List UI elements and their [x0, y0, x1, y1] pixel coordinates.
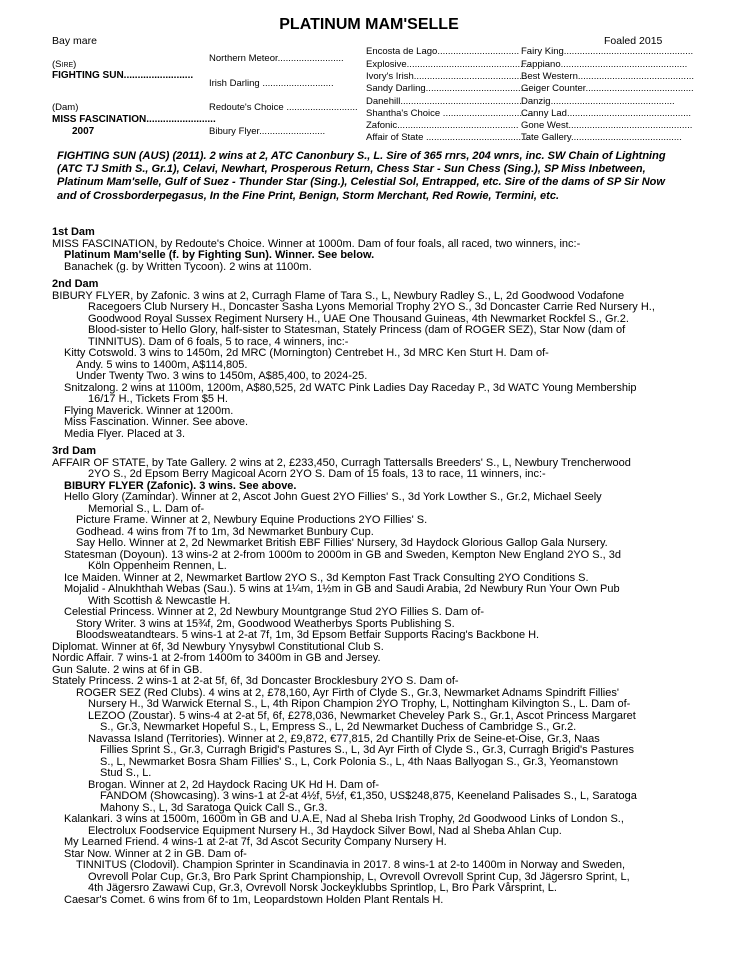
gp-4: Bibury Flyer.........................	[209, 126, 326, 137]
section-heading: 2nd Dam	[52, 278, 99, 290]
progeny-line: Godhead. 4 wins from 7f to 1m, 3d Newmarket Bunbury Cup.	[76, 525, 374, 538]
section-heading: 1st Dam	[52, 226, 95, 238]
progeny-line: Stud S., L.	[100, 767, 152, 779]
gp-1: Northern Meteor.........................	[209, 53, 344, 64]
progeny-line: Gun Salute. 2 wins at 6f in GB.	[52, 663, 203, 676]
progeny-line: Brogan. Winner at 2, 2d Haydock Racing UK Hd H. Dam of-	[88, 778, 380, 791]
gggp-1: Fairy King.................................................	[521, 46, 694, 57]
gggp-4: Geiger Counter.........................................	[521, 83, 694, 94]
progeny-line: Fillies Sprint S., Gr.3, Curragh Brigid's Pastures S., L, 3d Ayr Firth of Clyde S., Gr.3, Curragh Brigid's Pastures	[100, 744, 635, 756]
ggp-3: Ivory's Irish...........................................	[366, 71, 528, 82]
dam-line: AFFAIR OF STATE, by Tate Gallery. 2 wins at 2, £233,450, Curragh Tattersalls Breeders' S., L, Newbury Trencherwood	[52, 456, 631, 469]
sire-summary: FIGHTING SUN (AUS) (2011). 2 wins at 2, ATC Canonbury S., L. Sire of 365 rnrs, 204 wnrs, inc. SW Chain of Lightning (ATC TJ Smith S., Gr.1), Celavi, Newhart, Prosperous Return, Chess Star - Sun Chess (Sing.), SP Miss Inbetween, Platinum Mam'selle, Gulf of Suez - Thunder Star (Sing.), Celestial Sol, Entrapped, etc. Sire of the dams of SP Sir Now and of Crossborderpegasus, In the Fine Print, Benign, Storm Merchant, Red Rowie, Termini, etc.	[57, 150, 666, 202]
progeny-line: Mahony S., L, 3d Saratoga Quick Call S., Gr.3.	[100, 801, 328, 814]
progeny-line: Kalankari. 3 wins at 1500m, 1600m in GB and U.A.E, Nad al Sheba Irish Trophy, 2d Goodwood Links of London S.,	[64, 813, 624, 825]
progeny-line: Köln Oppenheim Rennen, L.	[88, 560, 227, 572]
progeny-line: Under Twenty Two. 3 wins to 1450m, A$85,400, to 2024-25.	[76, 370, 368, 382]
progeny-line: Star Now. Winner at 2 in GB. Dam of-	[64, 847, 247, 860]
sire-label: (Sire)	[52, 59, 77, 70]
dam-line: Goodwood Royal Sussex Regiment Nursery H., UAE One Thousand Guineas, 4th Newmarket Rockfel S., Gr.2.	[88, 312, 629, 325]
progeny-line: 4th Jägersro Zawawi Cup, Gr.3, Ovrevoll Norsk Jockeyklubbs Sprintlop, L, Bro Park Vårsprint, L.	[88, 882, 557, 894]
gggp-8: Tate Gallery..........................................	[521, 132, 682, 143]
progeny-line: Say Hello. Winner at 2, 2d Newmarket British EBF Fillies' Nursery, 3d Haydock Glorious Gallop Gala Nursery.	[76, 537, 608, 549]
progeny-line: Mojalid - Alnukhthah Webas (Sau.). 5 wins at 1¼m, 1½m in GB and Saudi Arabia, 2d Newbury Run Your Own Pub	[64, 583, 620, 595]
dam-line: 2YO S., 2d Epsom Berry Magicoal Acorn 2YO S. Dam of 15 foals, 13 to race, 11 winners, inc:-	[88, 468, 546, 480]
ggp-2: Explosive...............................................	[366, 59, 531, 70]
progeny-line: FANDOM (Showcasing). 3 wins-1 at 2-at 4½f, 5½f, €1,350, US$248,875, Keeneland Palisades S., L, Saratoga	[100, 790, 637, 802]
progeny-line: Electrolux Foodservice Equipment Nursery H., 3d Haydock Silver Bowl, Nad al Sheba Ahlan Cup.	[88, 824, 562, 837]
dam-name: MISS FASCINATION.........................	[52, 114, 216, 125]
progeny-line: S., L, Newmarket Bosra Sham Fillies' S., L, Cork Polonia S., L, 4th Naas Ballyogan S., Gr.3, Yeomanstown	[100, 755, 619, 768]
progeny-line: Ovrevoll Polar Cup, Gr.3, Bro Park Sprint Championship, L, Ovrevoll Ovrevoll Sprint Cup, 3d Jägersro Sprint, L,	[88, 870, 630, 883]
gggp-6: Canny Lad...............................................	[521, 108, 692, 119]
dam-line: TINNITUS). Dam of 6 foals, 5 to race, 4 winners, inc:-	[88, 335, 349, 348]
dam-line: Racegoers Club Nursery H., Doncaster Sasha Lyons Memorial Trophy 2YO S., 3d Doncaster Carrie Red Nursery H.,	[88, 301, 655, 313]
progeny-line: Navassa Island (Territories). Winner at 2, £9,872, €77,815, 2d Chantilly Prix de Seine-et-Oise, Gr.3, Naas	[88, 732, 600, 745]
progeny-line: Nordic Affair. 7 wins-1 at 2-from 1400m to 3400m in GB and Jersey.	[52, 652, 381, 664]
progeny-line: BIBURY FLYER (Zafonic). 3 wins. See above.	[64, 479, 297, 492]
progeny-line: Andy. 5 wins to 1400m, A$114,805.	[76, 358, 248, 371]
progeny-line: Picture Frame. Winner at 2, Newbury Equine Productions 2YO Fillies' S.	[76, 514, 428, 526]
dam-year: 2007	[72, 126, 95, 137]
progeny-line: LEZOO (Zoustar). 5 wins-4 at 2-at 5f, 6f, £278,036, Newmarket Cheveley Park S., Gr.1, Ascot Princess Margaret	[88, 709, 636, 722]
progeny-line: Caesar's Comet. 6 wins from 6f to 1m, Leopardstown Holden Plant Rentals H.	[64, 893, 444, 906]
progeny-line: TINNITUS (Clodovil). Champion Sprinter in Scandinavia in 2017. 8 wins-1 at 2-to 1400m in Norway and Sweden,	[76, 859, 626, 871]
gggp-7: Gone West...............................................	[521, 120, 693, 131]
progeny-line: 16/17 H., Tickets From $5 H.	[88, 393, 228, 405]
gp-2: Irish Darling ...........................	[209, 78, 334, 89]
progeny-line: Platinum Mam'selle (f. by Fighting Sun). Winner. See below.	[64, 249, 375, 261]
progeny-line: Ice Maiden. Winner at 2, Newmarket Bartlow 2YO S., 3d Kempton Fast Track Consulting 2YO Conditions S.	[64, 571, 589, 584]
progeny-line: Media Flyer. Placed at 3.	[64, 427, 186, 440]
progeny-line: With Scottish & Newcastle H.	[88, 594, 231, 607]
progeny-line: Kitty Cotswold. 3 wins to 1450m, 2d MRC (Mornington) Centrebet H., 3d MRC Ken Sturt H. Dam of-	[64, 347, 549, 359]
ggp-5: Danehill..............................................	[366, 96, 522, 107]
progeny-line: Memorial S., L. Dam of-	[88, 502, 205, 515]
section-heading: 3rd Dam	[52, 445, 97, 457]
progeny-line: Stately Princess. 2 wins-1 at 2-at 5f, 6f, 3d Doncaster Brocklesbury 2YO S. Dam of-	[52, 675, 459, 687]
foaled-year: Foaled 2015	[604, 35, 663, 47]
progeny-line: ROGER SEZ (Red Clubs). 4 wins at 2, £78,160, Ayr Firth of Clyde S., Gr.3, Newmarket Adnams Spindrift Fillies'	[76, 686, 619, 699]
ggp-8: Affair of State .......................................	[366, 132, 529, 143]
progeny-line: Story Writer. 3 wins at 15¾f, 2m, Goodwood Weatherbys Sports Publishing S.	[76, 617, 455, 630]
gp-3: Redoute's Choice ...........................	[209, 102, 358, 113]
dam-line: MISS FASCINATION, by Redoute's Choice. Winner at 1000m. Dam of four foals, all raced, two winners, inc:-	[52, 237, 581, 250]
ggp-1: Encosta de Lago...............................	[366, 46, 520, 57]
ggp-6: Shantha's Choice ..................................	[366, 108, 533, 119]
dam-line: BIBURY FLYER, by Zafonic. 3 wins at 2, Curragh Flame of Tara S., L, Newbury Radley S., L, 2d Goodwood Vodafone	[52, 289, 625, 302]
sire-name: FIGHTING SUN.........................	[52, 70, 194, 81]
progeny-line: Diplomat. Winner at 6f, 3d Newbury Ynysybwl Constitutional Club S.	[52, 640, 384, 653]
dam-sections	[52, 227, 692, 906]
progeny-line: Flying Maverick. Winner at 1200m.	[64, 404, 234, 417]
sex-colour: Bay mare	[52, 35, 97, 47]
gggp-3: Best Western............................................	[521, 71, 694, 82]
progeny-line: Statesman (Doyoun). 13 wins-2 at 2-from 1000m to 2000m in GB and Sweden, Kempton New England 2YO S., 3d	[64, 548, 622, 561]
progeny-line: Banachek (g. by Written Tycoon). 2 wins at 1100m.	[64, 260, 312, 273]
progeny-line: Bloodsweatandtears. 5 wins-1 at 2-at 7f, 1m, 3d Epsom Betfair Supports Racing's Backbone H.	[76, 629, 540, 641]
progeny-line: S., Gr.3, Newmarket Hopeful S., L, Empress S., L, 2d Newmarket Duchess of Cambridge S., Gr.2.	[100, 721, 577, 733]
horse-title: PLATINUM MAM'SELLE	[279, 16, 459, 33]
ggp-7: Zafonic..............................................	[366, 120, 519, 131]
progeny-line: Miss Fascination. Winner. See above.	[64, 416, 249, 428]
gggp-5: Danzig...............................................	[521, 96, 675, 107]
progeny-line: Hello Glory (Zamindar). Winner at 2, Ascot John Guest 2YO Fillies' S., 3d York Lowther S., Gr.2, Michael Seely	[64, 491, 602, 503]
progeny-line: Nursery H., 3d Warwick Eternal S., L, 4th Ripon Champion 2YO Trophy, L, Nottingham Kilvington S., L. Dam of-	[88, 698, 631, 710]
dam-line: Blood-sister to Hello Glory, half-sister to Statesman, Stately Princess (dam of ROGER SEZ), Star Now (dam of	[88, 324, 626, 336]
dam-label: (Dam)	[52, 102, 79, 113]
progeny-line: My Learned Friend. 4 wins-1 at 2-at 7f, 3d Ascot Security Company Nursery H.	[64, 836, 447, 848]
progeny-line: Snitzalong. 2 wins at 1100m, 1200m, A$80,525, 2d WATC Pink Ladies Day Raceday P., 3d WATC Young Membership	[64, 381, 637, 394]
ggp-4: Sandy Darling........................................	[366, 83, 532, 94]
gggp-2: Fappiano................................................	[521, 59, 688, 70]
progeny-line: Celestial Princess. Winner at 2, 2d Newbury Mountgrange Stud 2YO Fillies S. Dam of-	[64, 606, 485, 618]
